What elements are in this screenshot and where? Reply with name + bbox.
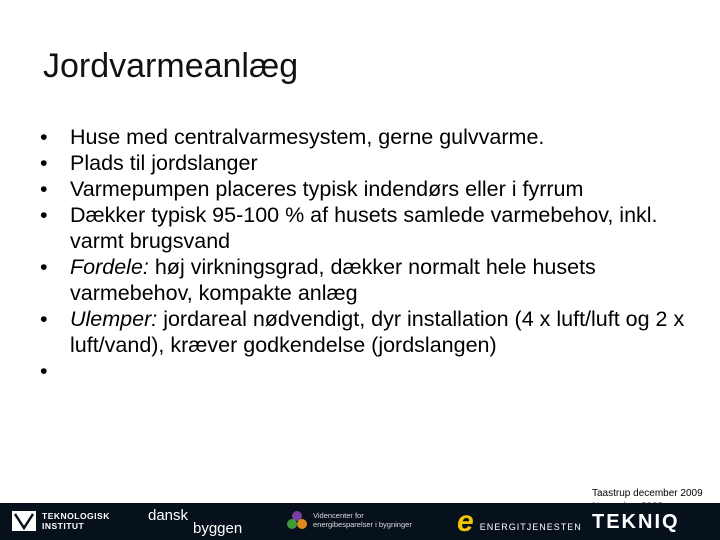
bullet-text: jordareal nødvendigt, dyr installation (4 x luft/luft og 2 x luft/vand), kræver godkendelse (jordslangen)	[70, 307, 685, 357]
bullet-item	[40, 150, 690, 176]
slide-title: Jordvarmeanlæg	[43, 47, 299, 85]
bullet-item	[40, 254, 690, 306]
bullet-dot: •	[40, 177, 48, 201]
bullet-lead: Fordele:	[70, 255, 149, 279]
bullet-dot: •	[40, 151, 48, 175]
tekniq-logo: TEKNIQ	[592, 511, 680, 533]
bullet-dot: •	[40, 203, 48, 227]
videncenter-text: Videncenter for energibesparelser i bygninger	[313, 511, 412, 529]
bullet-text: Plads til jordslanger	[70, 151, 258, 175]
byggen-text: byggen	[193, 520, 243, 537]
dansk-byggeri-logo	[148, 509, 242, 535]
bullet-dot: •	[40, 307, 48, 331]
teknologisk-logo	[12, 511, 110, 531]
footer-date: Taastrup december 2009	[592, 488, 703, 499]
footer-logo-bar	[0, 503, 720, 540]
bullet-lead: Ulemper:	[70, 307, 158, 331]
bullet-dot: •	[40, 255, 48, 279]
bullet-item	[40, 176, 690, 202]
energi-e-icon: e	[457, 505, 474, 538]
bullet-text: Varmepumpen placeres typisk indendørs eller i fyrrum	[70, 177, 584, 201]
dansk-text: dansk	[148, 507, 189, 524]
teknologisk-icon	[12, 511, 36, 531]
energi-text: ENERGITJENESTEN	[479, 522, 582, 532]
bullet-list	[40, 124, 690, 383]
bullet-text: Huse med centralvarmesystem, gerne gulvvarme.	[70, 125, 545, 149]
energitjenesten-logo	[457, 507, 582, 537]
bullet-dot: •	[40, 125, 48, 149]
bullet-item	[40, 202, 690, 254]
bullet-item	[40, 124, 690, 150]
videncenter-logo	[287, 510, 412, 530]
bullet-item	[40, 306, 690, 358]
videncenter-icon	[287, 510, 307, 530]
bullet-dot: •	[40, 359, 48, 383]
bullet-text: høj virkningsgrad, dækker normalt hele husets varmebehov, kompakte anlæg	[70, 255, 596, 305]
bullet-text: Dækker typisk 95-100 % af husets samlede varmebehov, inkl. varmt brugsvand	[70, 203, 658, 253]
teknologisk-text: TEKNOLOGISK INSTITUT	[42, 511, 110, 531]
